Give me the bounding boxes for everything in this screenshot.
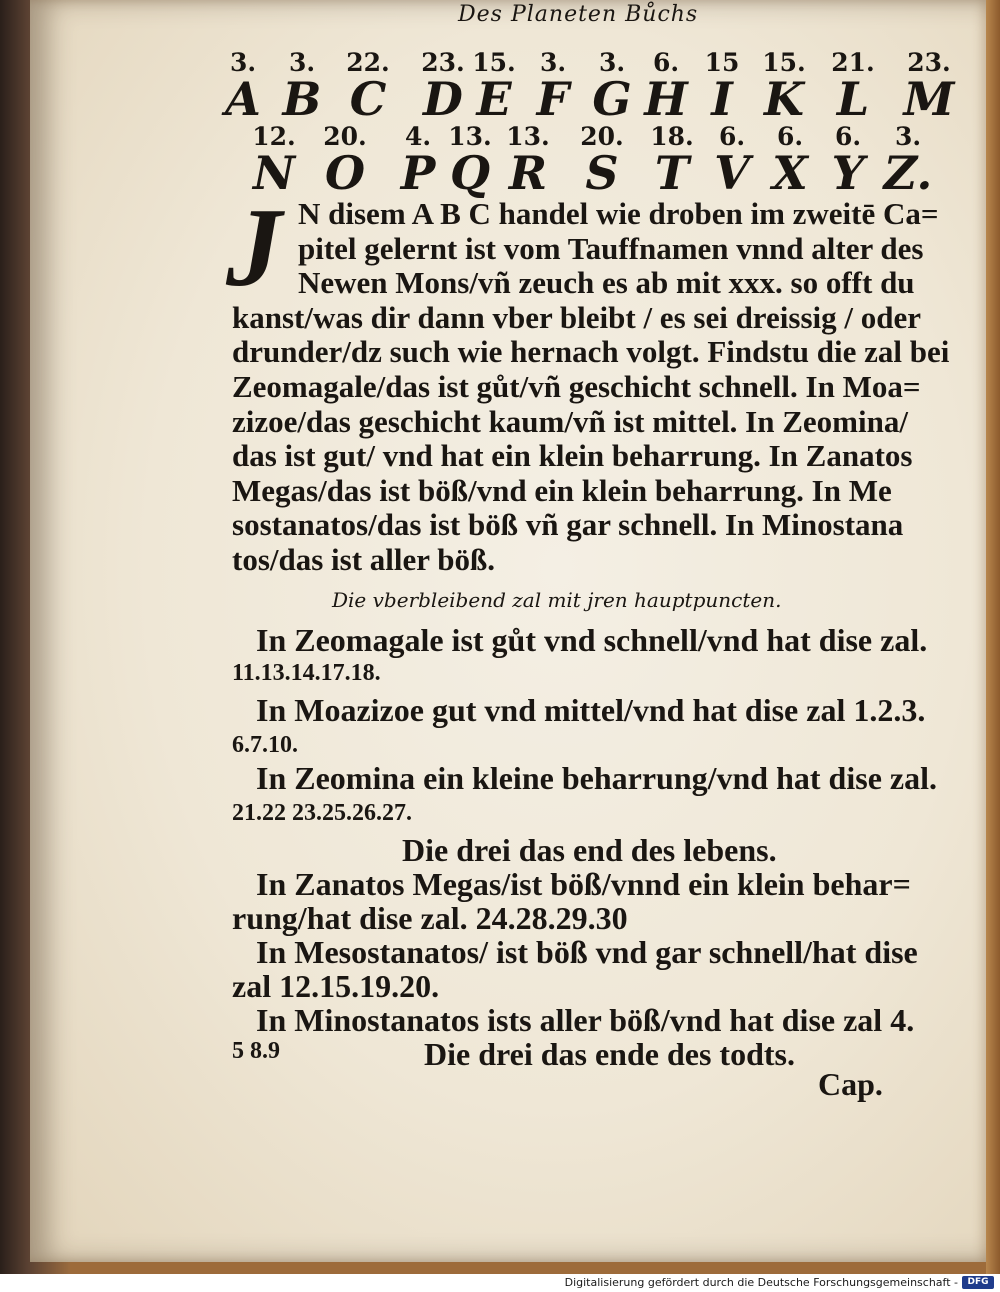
row1-letter-1: B	[282, 72, 322, 126]
row2-number-3: 13.	[448, 122, 492, 151]
row2-number-6: 18.	[650, 122, 694, 151]
paragraph-line: Zeomagale/das ist gůt/vñ geschicht schnell. In Moa=	[232, 369, 921, 404]
list-line: In Zeomina ein kleine beharrung/vnd hat dise zal.	[256, 760, 937, 796]
paragraph-line: pitel gelernt ist vom Tauffnamen vnnd alter des	[298, 230, 924, 266]
list-line: In Zeomagale ist gůt vnd schnell/vnd hat dise zal.	[256, 622, 928, 658]
row1-number-11: 23.	[907, 48, 951, 77]
row2-letter-9: Y	[831, 146, 865, 200]
paragraph-line: sostanatos/das ist böß vñ gar schnell. In Minostana	[232, 507, 904, 543]
row1-number-6: 3.	[598, 48, 626, 77]
row1-letter-4: E	[476, 72, 512, 126]
list-line: Die drei das end des lebens.	[402, 832, 777, 868]
paragraph-line: Megas/das ist böß/vnd ein klein beharrung. In Me	[232, 472, 892, 508]
row1-number-3: 23.	[421, 48, 465, 77]
footer-credit: Digitalisierung gefördert durch die Deutsche Forschungsgemeinschaft -	[564, 1276, 958, 1289]
row2-letter-0: N	[252, 146, 296, 200]
paragraph-line: kanst/was dir dann vber bleibt / es sei dreissig / oder	[232, 299, 921, 335]
page-edge	[986, 0, 1000, 1274]
row1-letter-2: C	[349, 72, 387, 126]
row2-number-10: 3.	[894, 122, 922, 151]
row1-number-2: 22.	[346, 48, 390, 77]
paragraph-line: drunder/dz such wie hernach volgt. Findstu die zal bei	[232, 334, 950, 370]
running-header: Des Planeten Bůchs	[458, 2, 699, 27]
list-line: In Minostanatos ists aller böß/vnd hat dise zal 4.	[256, 1002, 915, 1038]
row1-letter-6: G	[592, 72, 632, 126]
list-line: Die drei das ende des todts.	[424, 1036, 795, 1072]
row2-letter-10: Z.	[883, 146, 933, 200]
row1-letter-0: A	[225, 72, 261, 126]
paragraph-line: N disem A B C handel wie droben im zweitē Ca=	[298, 196, 939, 231]
list-line: In Mesostanatos/ ist böß vnd gar schnell/hat dise	[256, 934, 918, 970]
row2-number-4: 13.	[506, 122, 550, 151]
row2-letter-1: O	[324, 146, 366, 200]
row2-number-2: 4.	[404, 122, 432, 151]
list-line: In Moazizoe gut vnd mittel/vnd hat dise zal 1.2.3.	[256, 692, 926, 728]
row1-letter-7: H	[644, 72, 688, 126]
row2-letter-6: T	[654, 146, 690, 200]
row2-number-5: 20.	[580, 122, 624, 151]
row2-number-0: 12.	[252, 122, 296, 151]
row1-number-5: 3.	[539, 48, 567, 77]
row1-letter-8: I	[711, 72, 733, 126]
row1-number-1: 3.	[288, 48, 316, 77]
row1-letter-10: L	[836, 72, 870, 126]
row1-number-8: 15	[704, 48, 740, 77]
row2-letter-3: Q	[449, 146, 491, 200]
paragraph-line: zizoe/das geschicht kaum/vñ ist mittel. In Zeomina/	[232, 403, 908, 439]
row1-number-4: 15.	[472, 48, 516, 77]
list-line: 6.7.10.	[232, 732, 298, 758]
section-subheading: Die vberbleibend zal mit jren hauptpuncten.	[332, 588, 782, 612]
list-line: 5 8.9	[232, 1038, 280, 1064]
list-line: In Zanatos Megas/ist böß/vnnd ein klein behar=	[256, 866, 911, 902]
row2-letter-5: S	[585, 146, 619, 200]
dfg-logo: DFG	[962, 1276, 994, 1289]
row2-number-9: 6.	[834, 122, 862, 151]
row2-letter-8: X	[772, 146, 808, 200]
list-line: 11.13.14.17.18.	[232, 660, 381, 686]
row2-letter-4: R	[508, 146, 548, 200]
drop-capital: J	[226, 186, 282, 310]
paragraph-line: tos/das ist aller böß.	[232, 542, 495, 577]
footer-bar	[0, 1274, 1000, 1292]
row2-number-1: 20.	[323, 122, 367, 151]
paragraph-line: Newen Mons/vñ zeuch es ab mit xxx. so offt du	[298, 265, 915, 301]
row2-letter-7: V	[714, 146, 750, 200]
list-line: 21.22 23.25.26.27.	[232, 800, 412, 826]
list-line: zal 12.15.19.20.	[232, 968, 440, 1004]
row1-letter-3: D	[423, 72, 463, 126]
row1-number-9: 15.	[762, 48, 806, 77]
paragraph-line: das ist gut/ vnd hat ein klein beharrung. In Zanatos	[232, 438, 913, 474]
row1-number-10: 21.	[831, 48, 875, 77]
row1-letter-5: F	[536, 72, 570, 126]
catchword: Cap.	[818, 1066, 883, 1102]
row2-letter-2: P	[400, 146, 436, 200]
row1-letter-11: M	[903, 72, 955, 126]
row1-number-0: 3.	[229, 48, 257, 77]
row1-letter-9: K	[764, 72, 804, 126]
list-line: rung/hat dise zal. 24.28.29.30	[232, 900, 628, 936]
row2-number-7: 6.	[718, 122, 746, 151]
row1-number-7: 6.	[652, 48, 680, 77]
row2-number-8: 6.	[776, 122, 804, 151]
